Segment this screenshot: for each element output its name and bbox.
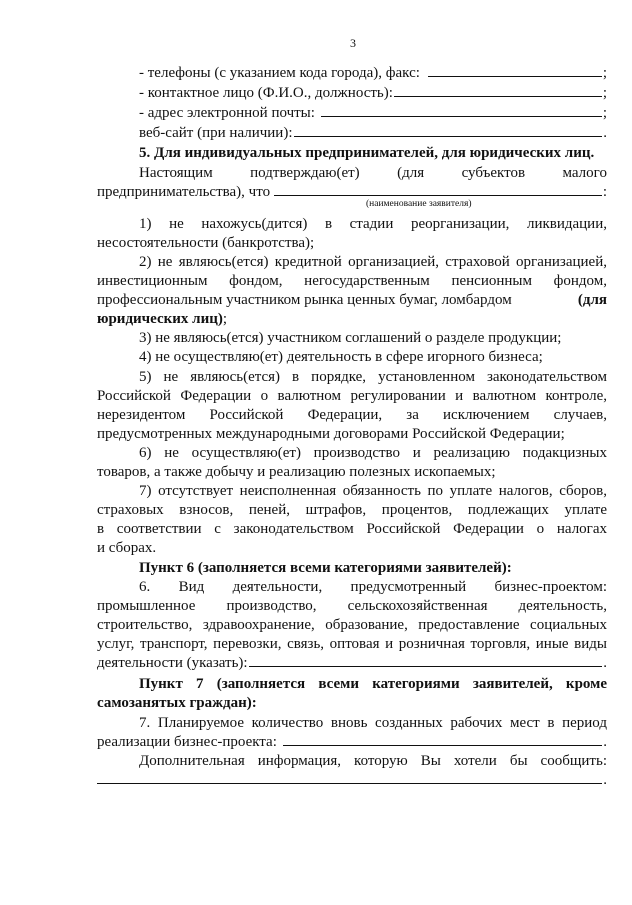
website-label: веб-сайт (при наличии): — [139, 125, 293, 141]
extra-info-line1: Дополнительная информация, которую Вы хотели бы сообщить: — [139, 753, 607, 769]
item7-line2: страховых взносов, пеней, штрафов, процентов, подлежащих уплате — [97, 502, 607, 518]
applicant-caption: (наименование заявителя) — [366, 199, 472, 209]
item5-line4: предусмотренных международными договорами Российской Федерации; — [97, 426, 565, 442]
applicant-line: предпринимательства), что : — [97, 184, 607, 200]
item6-line1: 6) не осуществляю(ет) производство и реализацию подакцизных — [139, 445, 607, 461]
applicant-name-field[interactable] — [274, 183, 602, 196]
jobs-line: реализации бизнес-проекта: . — [97, 734, 607, 750]
section6-line4: услуг, транспорт, перевозки, связь, оптовая и розничная торговля, иные виды — [97, 636, 607, 652]
item7-line3: в соответствии с законодательством Российской Федерации о налогах — [97, 521, 607, 537]
contact-person-line: - контактное лицо (Ф.И.О., должность): ; — [139, 85, 607, 101]
activity-specify-line: деятельности (указать): . — [97, 655, 607, 671]
item2-line1: 2) не являюсь(ется) кредитной организацией, страховой организацией, — [139, 254, 607, 270]
section6-heading: Пункт 6 (заполняется всеми категориями заявителей): — [139, 560, 512, 576]
section7-line1: 7. Планируемое количество вновь созданных рабочих мест в период — [139, 715, 607, 731]
section7-heading-line1: Пункт 7 (заполняется всеми категориями заявителей, кроме — [139, 676, 607, 692]
confirm-line: Настоящим подтверждаю(ет) (для субъектов малого — [139, 165, 607, 181]
contact-person-label: - контактное лицо (Ф.И.О., должность): — [139, 85, 393, 101]
contact-person-field[interactable] — [394, 84, 602, 97]
item5-line2: Российской Федерации о валютном регулировании и валютном контроле, — [97, 388, 607, 404]
item1-line2: несостоятельности (банкротства); — [97, 235, 315, 251]
email-line: - адрес электронной почты: ; — [139, 105, 607, 121]
section5-heading: 5. Для индивидуальных предпринимателей, для юридических лиц. — [139, 145, 595, 161]
phones-label: - телефоны (с указанием кода города), факс: — [139, 65, 420, 81]
item2-line3: профессиональным участником рынка ценных бумаг, ломбардом (для — [97, 292, 607, 308]
item6-line2: товаров, а также добычу и реализацию полезных ископаемых; — [97, 464, 496, 480]
website-field[interactable] — [294, 124, 603, 137]
item3: 3) не являюсь(ется) участником соглашений о разделе продукции; — [139, 330, 562, 346]
item2-line2: инвестиционным фондом, негосударственным пенсионным фондом, — [97, 273, 607, 289]
item7-line1: 7) отсутствует неисполненная обязанность по уплате налогов, сборов, — [139, 483, 607, 499]
section6-line1: 6. Вид деятельности, предусмотренный бизнес-проектом: — [139, 579, 607, 595]
page-number: 3 — [350, 36, 356, 50]
item5-line3: нерезидентом Российской Федерации, за исключением случаев, — [97, 407, 607, 423]
activity-specify-field[interactable] — [249, 654, 603, 667]
item7-line4: и сборах. — [97, 540, 157, 556]
section7-heading-line2: самозанятых граждан): — [97, 695, 257, 711]
extra-info-field[interactable] — [97, 771, 602, 784]
jobs-field[interactable] — [283, 733, 602, 746]
item2-line4: юридических лиц); — [97, 311, 228, 327]
section6-line3: строительство, здравоохранение, образование, предоставление социальных — [97, 617, 607, 633]
item1-line1: 1) не нахожусь(дится) в стадии реорганизации, ликвидации, — [139, 216, 607, 232]
item4: 4) не осуществляю(ет) деятельность в сфере игорного бизнеса; — [139, 349, 543, 365]
phones-line: - телефоны (с указанием кода города), факс: ; — [139, 65, 607, 81]
email-label: - адрес электронной почты: — [139, 105, 315, 121]
phones-field[interactable] — [428, 64, 602, 77]
email-field[interactable] — [321, 104, 602, 117]
section6-line2: промышленное производство, сельскохозяйственная деятельность, — [97, 598, 607, 614]
website-line: веб-сайт (при наличии): . — [139, 125, 607, 141]
item5-line1: 5) не являюсь(ется) в порядке, установленном законодательством — [139, 369, 607, 385]
extra-info-line2: . — [97, 771, 607, 790]
